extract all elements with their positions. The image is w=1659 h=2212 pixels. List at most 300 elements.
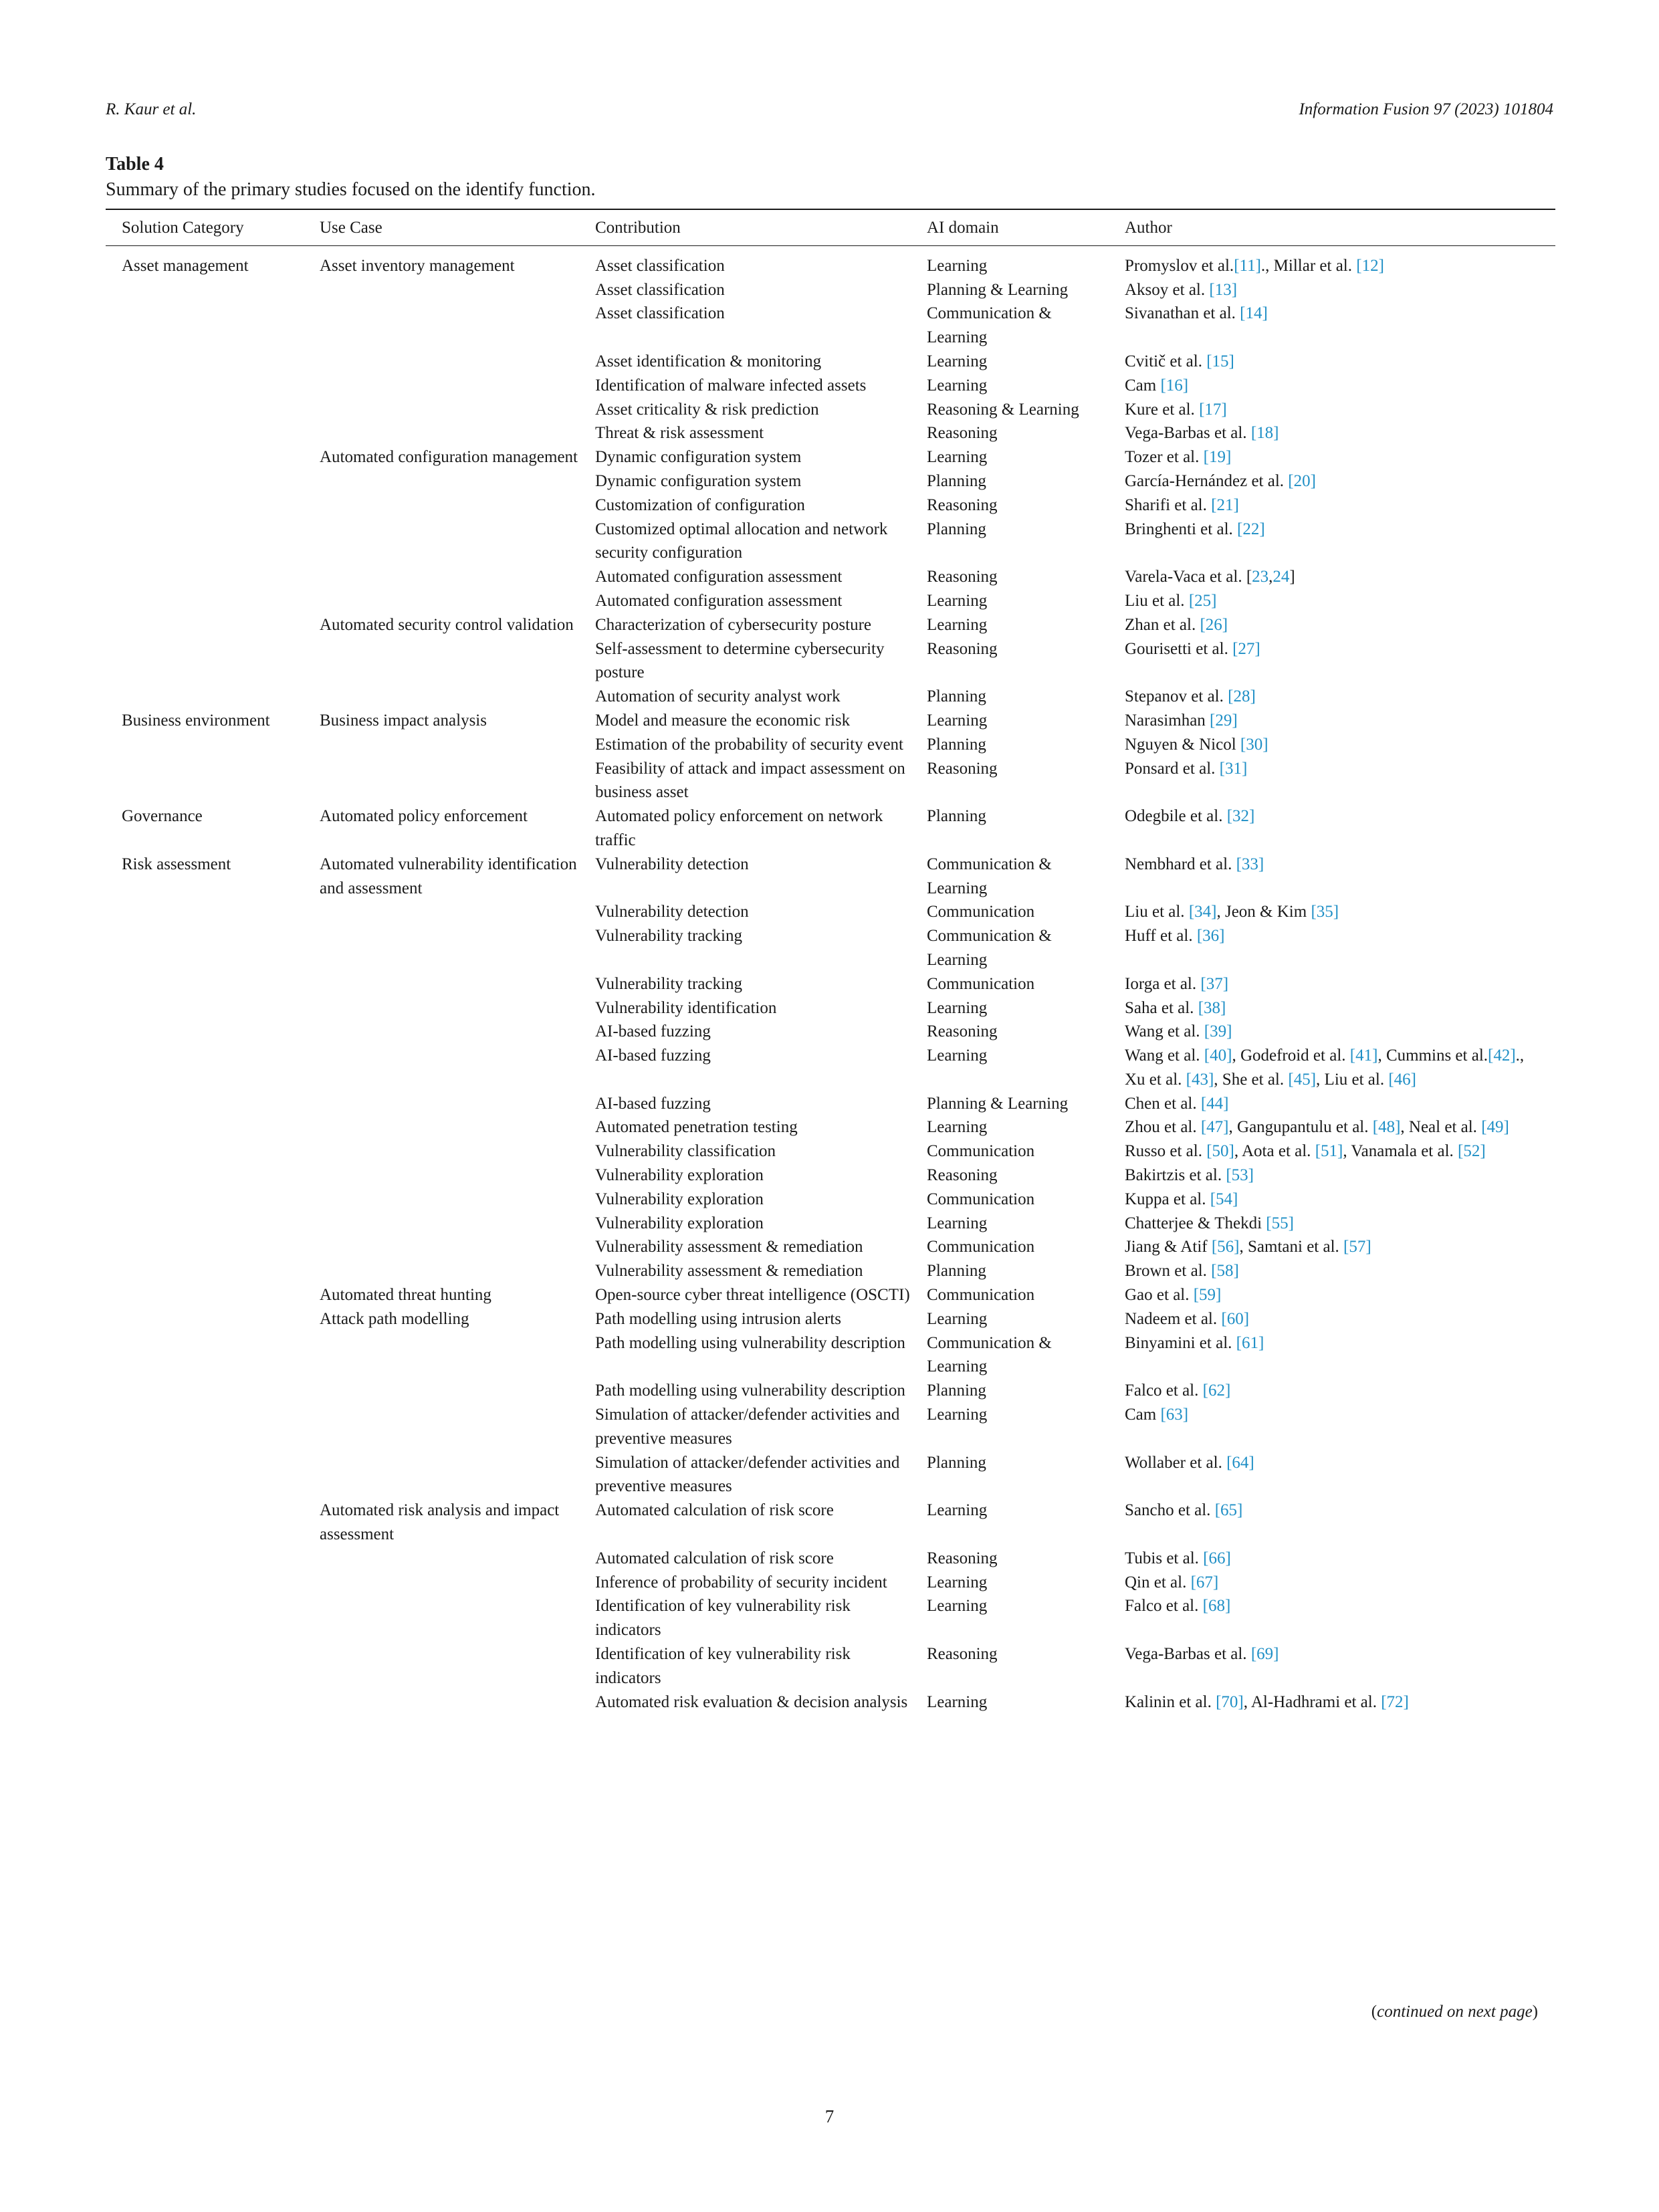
citation-link[interactable]: [15] [1206,352,1234,370]
running-header-journal: Information Fusion 97 (2023) 101804 [1299,100,1553,118]
author-text: Saha et al. [1125,998,1198,1017]
author-text: Qin et al. [1125,1573,1191,1591]
citation-link[interactable]: [56] [1211,1238,1240,1256]
cell-contribution: Path modelling using intrusion alerts [595,1309,842,1328]
citation-link[interactable]: [65] [1214,1501,1243,1520]
cell-author [1109,1259,1555,1283]
cell-contribution: Vulnerability tracking [595,927,742,946]
cell-author [1109,1115,1555,1139]
cell-author [1109,1092,1555,1116]
continued-note: (continued on next page) [1371,2003,1538,2021]
cell-author [1109,374,1555,398]
citation-link[interactable]: [36] [1196,927,1225,946]
cell-use-case [304,1115,579,1139]
cell-solution-category [106,421,304,445]
cell-ai-domain: Learning [927,256,988,275]
table-row [106,493,1555,518]
cell-solution-category [106,1547,304,1571]
cell-author [1109,493,1555,518]
cell-solution-category [106,1283,304,1307]
cell-use-case: Attack path modelling [320,1309,469,1328]
cell-contribution: Vulnerability exploration [595,1214,764,1232]
table-row [106,1403,1555,1451]
cell-use-case: Automated threat hunting [320,1286,491,1305]
cell-use-case [304,1259,579,1283]
cell-ai-domain: Communication [927,1142,1035,1161]
cell-ai-domain: Planning [927,1453,986,1472]
cell-author [1109,1235,1555,1259]
author-text: Zhan et al. [1125,615,1200,634]
cell-author [1109,246,1555,278]
citation-link[interactable]: [27] [1232,639,1260,658]
cell-solution-category [106,1571,304,1595]
cell-ai-domain: Planning [927,687,986,706]
table-row [106,1188,1555,1212]
author-text: Stepanov et al. [1125,687,1228,706]
cell-solution-category [106,924,304,972]
table-row [106,445,1555,469]
cell-solution-category: Risk assessment [122,855,231,873]
table-row [106,1642,1555,1690]
citation-link[interactable]: [12] [1356,256,1384,275]
cell-ai-domain: Communication [927,1238,1035,1256]
cell-solution-category: Asset management [122,256,249,275]
cell-use-case [304,469,579,493]
citation-link[interactable]: [55] [1266,1214,1294,1232]
cell-solution-category [106,1020,304,1044]
cell-author [1109,1690,1555,1715]
table-row [106,853,1555,901]
citation-link[interactable]: [72] [1381,1692,1409,1711]
citation-link[interactable]: [33] [1236,855,1264,873]
cell-use-case: Automated security control validation [320,615,574,634]
citation-link[interactable]: [48] [1372,1118,1401,1137]
citation-link[interactable]: [19] [1203,448,1232,467]
cell-use-case [304,1451,579,1499]
citation-link[interactable]: [11] [1234,256,1261,275]
citation-link[interactable]: [58] [1211,1262,1239,1281]
cell-ai-domain: Planning [927,1381,986,1400]
citation-link[interactable]: [29] [1210,711,1238,730]
author-text: , Aota et al. [1234,1142,1315,1161]
table-header-row [106,213,1555,246]
cell-ai-domain: Learning [927,1692,988,1711]
cell-ai-domain: Communication [927,1286,1035,1305]
cell-contribution: Open-source cyber threat intelligence (OSCTI) [595,1286,910,1305]
cell-contribution: AI-based fuzzing [595,1046,711,1065]
cell-solution-category [106,398,304,422]
cell-ai-domain: Learning [927,1597,988,1616]
citation-link[interactable]: [57] [1343,1238,1371,1256]
cell-solution-category: Business environment [122,711,270,730]
author-text: Jiang & Atif [1125,1238,1212,1256]
citation-link[interactable]: [61] [1236,1333,1264,1352]
cell-use-case [304,1547,579,1571]
citation-link[interactable]: [63] [1160,1406,1189,1424]
cell-use-case [304,1020,579,1044]
table-row [106,1379,1555,1403]
cell-ai-domain: Learning [927,376,988,395]
cell-author [1109,1642,1555,1690]
author-text: Chen et al. [1125,1094,1201,1113]
cell-use-case [304,1379,579,1403]
citation-link[interactable]: [64] [1226,1453,1254,1472]
cell-solution-category [106,996,304,1020]
author-text: Gourisetti et al. [1125,639,1233,658]
citation-link[interactable]: [69] [1250,1645,1279,1664]
cell-ai-domain: Reasoning [927,759,998,778]
cell-use-case [304,493,579,518]
cell-author [1109,685,1555,709]
citation-link[interactable]: [54] [1210,1190,1238,1208]
cell-ai-domain: Reasoning [927,1166,998,1185]
author-text: Huff et al. [1125,927,1197,946]
cell-use-case [304,1139,579,1164]
author-text: ., Xu et al. [1125,1046,1525,1089]
table-row [106,613,1555,637]
citation-link[interactable]: [67] [1190,1573,1219,1591]
cell-use-case [304,1212,579,1236]
author-text: Cam [1125,376,1161,395]
cell-solution-category [106,1642,304,1690]
cell-contribution: Characterization of cybersecurity posture [595,615,872,634]
cell-author [1109,350,1555,374]
citation-link[interactable]: [40] [1204,1046,1232,1065]
cell-use-case [304,733,579,757]
cell-use-case [304,1331,579,1379]
author-text: ., Millar et al. [1260,256,1357,275]
table-row [106,1212,1555,1236]
author-text: Nguyen & Nicol [1125,735,1240,754]
cell-author [1109,853,1555,901]
citation-link[interactable]: 23 [1252,568,1269,586]
citation-link[interactable]: [37] [1200,974,1229,993]
cell-solution-category [106,613,304,637]
cell-contribution: Asset criticality & risk prediction [595,400,819,419]
table-row [106,1571,1555,1595]
citation-link[interactable]: [38] [1198,998,1226,1017]
author-text: Binyamini et al. [1125,1333,1236,1352]
citation-link[interactable]: [68] [1202,1597,1231,1616]
cell-use-case: Business impact analysis [320,711,487,730]
table-row [106,1594,1555,1642]
cell-use-case [304,374,579,398]
cell-solution-category [106,1451,304,1499]
cell-contribution: Automation of security analyst work [595,687,841,706]
cell-solution-category [106,1379,304,1403]
table-row [106,996,1555,1020]
cell-solution-category [106,302,304,350]
cell-ai-domain: Planning [927,807,986,826]
cell-author [1109,278,1555,302]
author-text: Liu et al. [1125,591,1189,610]
author-text: Aksoy et al. [1125,280,1210,299]
cell-use-case [304,900,579,924]
citation-link[interactable]: [51] [1315,1142,1343,1161]
cell-ai-domain: Planning & Learning [927,1094,1069,1113]
cell-ai-domain: Communication & Learning [927,304,1052,347]
cell-solution-category [106,1259,304,1283]
cell-use-case [304,1403,579,1451]
citation-link[interactable]: [39] [1204,1022,1232,1041]
cell-ai-domain: Communication & Learning [927,1333,1052,1376]
cell-contribution: Automated policy enforcement on network traffic [595,807,883,849]
cell-author [1109,589,1555,613]
table-row [106,589,1555,613]
cell-ai-domain: Learning [927,352,988,370]
citation-link[interactable]: [44] [1200,1094,1229,1113]
cell-contribution: Simulation of attacker/defender activities and preventive measures [595,1453,900,1496]
cell-solution-category [106,1690,304,1715]
table-row [106,1092,1555,1116]
cell-solution-category [106,1164,304,1188]
cell-author [1109,1283,1555,1307]
cell-ai-domain: Reasoning [927,639,998,658]
cell-contribution: Path modelling using vulnerability description [595,1333,905,1352]
author-text: Liu et al. [1125,903,1189,921]
cell-solution-category [106,685,304,709]
cell-ai-domain: Communication & Learning [927,927,1052,969]
table-row [106,972,1555,996]
cell-author [1109,972,1555,996]
table-row [106,565,1555,589]
citation-link[interactable]: [45] [1288,1070,1317,1089]
cell-solution-category [106,1139,304,1164]
cell-author [1109,924,1555,972]
cell-solution-category [106,374,304,398]
table-row [106,709,1555,733]
cell-solution-category [106,972,304,996]
cell-contribution: Vulnerability classification [595,1142,776,1161]
cell-use-case [304,1594,579,1642]
table-row [106,637,1555,685]
cell-contribution: Vulnerability detection [595,855,749,873]
citation-link[interactable]: 24 [1273,568,1290,586]
cell-use-case [304,302,579,350]
table-row [106,1139,1555,1164]
citation-link[interactable]: [25] [1188,591,1217,610]
cell-contribution: Automated penetration testing [595,1118,798,1137]
table-row [106,278,1555,302]
cell-solution-category [106,589,304,613]
author-text: Zhou et al. [1125,1118,1201,1137]
table-row [106,1307,1555,1331]
cell-solution-category [106,469,304,493]
author-text: , Liu et al. [1316,1070,1389,1089]
author-text: Wollaber et al. [1125,1453,1227,1472]
table-row [106,302,1555,350]
cell-solution-category [106,1212,304,1236]
cell-contribution: Dynamic configuration system [595,448,802,467]
table-row [106,733,1555,757]
author-text: , Jeon & Kim [1216,903,1311,921]
author-text: Kalinin et al. [1125,1692,1216,1711]
author-text: Sancho et al. [1125,1501,1215,1520]
cell-solution-category [106,637,304,685]
cell-use-case: Asset inventory management [320,256,515,275]
cell-ai-domain: Learning [927,1573,988,1591]
cell-author [1109,1379,1555,1403]
citation-link[interactable]: [59] [1193,1286,1222,1305]
cell-contribution: Customization of configuration [595,495,805,514]
citation-link[interactable]: [17] [1199,400,1227,419]
cell-solution-category [106,1235,304,1259]
cell-solution-category [106,1403,304,1451]
citation-link[interactable]: [50] [1206,1142,1234,1161]
author-text: , Godefroid et al. [1232,1046,1350,1065]
citation-link[interactable]: [53] [1226,1166,1254,1185]
cell-ai-domain: Learning [927,1501,988,1520]
cell-contribution: Inference of probability of security incident [595,1573,887,1591]
citation-link[interactable]: [70] [1216,1692,1244,1711]
cell-use-case: Automated risk analysis and impact assessment [320,1501,560,1544]
author-text: Odegbile et al. [1125,807,1227,826]
cell-contribution: AI-based fuzzing [595,1094,711,1113]
table-row [106,421,1555,445]
cell-contribution: Automated calculation of risk score [595,1549,834,1567]
cell-use-case [304,518,579,566]
cell-use-case [304,398,579,422]
cell-use-case [304,996,579,1020]
citation-link[interactable]: [31] [1219,759,1248,778]
cell-author [1109,996,1555,1020]
citation-link[interactable]: [16] [1160,376,1189,395]
cell-use-case [304,685,579,709]
cell-solution-category [106,518,304,566]
citation-link[interactable]: [18] [1250,424,1279,443]
cell-use-case [304,1164,579,1188]
cell-author [1109,1044,1555,1092]
cell-use-case [304,278,579,302]
author-text: , She et al. [1214,1070,1289,1089]
citation-link[interactable]: [43] [1186,1070,1214,1089]
cell-ai-domain: Reasoning & Learning [927,400,1079,419]
author-text: Ponsard et al. [1125,759,1220,778]
author-text: Sivanathan et al. [1125,304,1240,323]
cell-author [1109,1212,1555,1236]
author-text: Narasimhan [1125,711,1210,730]
cell-ai-domain: Communication [927,1190,1035,1208]
author-text: Russo et al. [1125,1142,1207,1161]
cell-ai-domain: Communication [927,974,1035,993]
cell-ai-domain: Learning [927,1046,988,1065]
author-text: , Gangupantulu et al. [1228,1118,1373,1137]
table-row [106,1115,1555,1139]
cell-solution-category [106,1092,304,1116]
table-row [106,1331,1555,1379]
citation-link[interactable]: [52] [1458,1142,1486,1161]
cell-solution-category [106,1331,304,1379]
cell-solution-category [106,565,304,589]
cell-use-case: Automated policy enforcement [320,807,528,826]
table-row [106,1020,1555,1044]
citation-link[interactable]: [49] [1481,1118,1509,1137]
cell-solution-category [106,733,304,757]
cell-use-case [304,1188,579,1212]
cell-contribution: Vulnerability assessment & remediation [595,1238,863,1256]
cell-contribution: Model and measure the economic risk [595,711,851,730]
cell-use-case [304,350,579,374]
author-text: Kure et al. [1125,400,1200,419]
citation-link[interactable]: [60] [1221,1309,1250,1328]
cell-contribution: Automated configuration assessment [595,591,843,610]
citation-link[interactable]: [47] [1200,1118,1229,1137]
cell-author [1109,733,1555,757]
cell-author [1109,1499,1555,1547]
cell-use-case [304,1044,579,1092]
citation-link[interactable]: [28] [1228,687,1256,706]
cell-author [1109,518,1555,566]
table-row [106,1547,1555,1571]
citation-link[interactable]: [20] [1288,471,1316,490]
citation-link[interactable]: [26] [1200,615,1228,634]
citation-link[interactable]: [14] [1240,304,1268,323]
citation-link[interactable]: [13] [1209,280,1238,299]
cell-solution-category [106,1307,304,1331]
author-text: Iorga et al. [1125,974,1201,993]
citation-link[interactable]: [21] [1211,495,1239,514]
cell-ai-domain: Learning [927,1118,988,1137]
author-text: Tubis et al. [1125,1549,1204,1567]
table-row [106,469,1555,493]
col-header-contribution: Contribution [595,219,681,237]
cell-ai-domain: Learning [927,1214,988,1232]
cell-author [1109,613,1555,637]
citation-link[interactable]: [32] [1226,807,1255,826]
author-text: Vega-Barbas et al. [1125,424,1251,443]
cell-author [1109,445,1555,469]
citation-link[interactable]: [62] [1202,1381,1231,1400]
cell-author [1109,1020,1555,1044]
citation-link[interactable]: [22] [1237,520,1265,538]
cell-author [1109,421,1555,445]
cell-solution-category [106,1115,304,1139]
author-text: Nembhard et al. [1125,855,1236,873]
table-caption: Summary of the primary studies focused on the identify function. [106,179,596,200]
citation-link[interactable]: [35] [1311,903,1339,921]
cell-author [1109,757,1555,805]
col-header-use-case: Use Case [320,219,382,237]
table-row [106,398,1555,422]
cell-contribution: Asset classification [595,256,725,275]
cell-contribution: Vulnerability tracking [595,974,742,993]
cell-use-case: Automated configuration management [320,448,578,467]
citation-link[interactable]: [46] [1388,1070,1417,1089]
cell-solution-category [106,1594,304,1642]
cell-ai-domain: Reasoning [927,495,998,514]
cell-ai-domain: Reasoning [927,1645,998,1664]
citation-link[interactable]: [42] [1488,1046,1516,1065]
cell-contribution: Asset classification [595,304,725,323]
author-text: , Vanamala et al. [1343,1142,1458,1161]
table-row [106,1499,1555,1547]
cell-author [1109,1594,1555,1642]
cell-ai-domain: Reasoning [927,1549,998,1567]
citation-link[interactable]: [66] [1203,1549,1231,1567]
cell-contribution: Customized optimal allocation and network security configuration [595,520,888,562]
cell-contribution: Automated configuration assessment [595,568,843,586]
cell-solution-category [106,278,304,302]
cell-author [1109,709,1555,733]
cell-solution-category [106,1188,304,1212]
citation-link[interactable]: [34] [1188,903,1217,921]
cell-author [1109,1451,1555,1499]
author-text: García-Hernández et al. [1125,471,1289,490]
citation-link[interactable]: [30] [1240,735,1268,754]
author-text: ] [1289,568,1295,586]
table-row [106,246,1555,278]
citation-link[interactable]: [41] [1349,1046,1378,1065]
